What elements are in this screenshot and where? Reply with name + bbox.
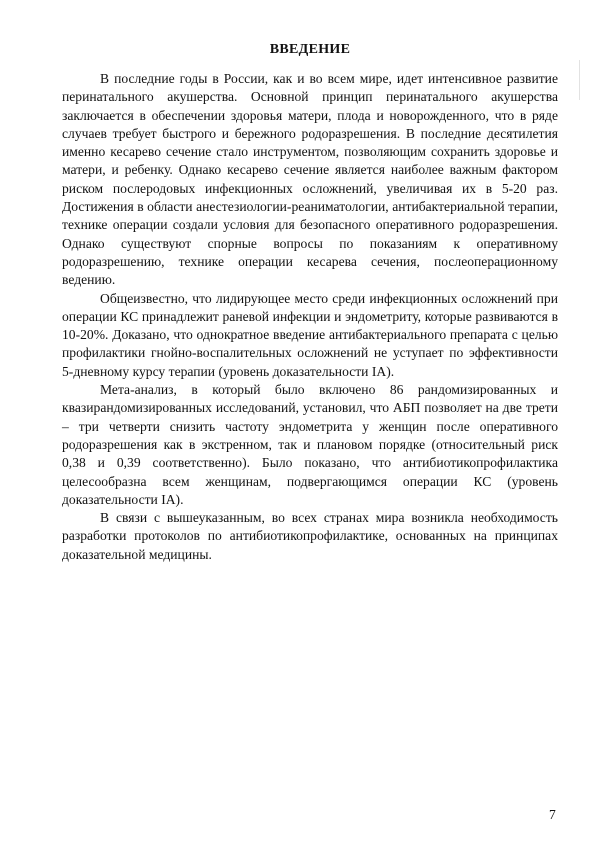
page-title: ВВЕДЕНИЕ xyxy=(269,42,351,57)
paragraph-4: В связи с вышеуказанным, во всех странах мира возникла необходимость разработки протоколов по антибиотикопрофилактике, основанных на принципах доказательной медицины. xyxy=(62,510,558,562)
scan-artifact xyxy=(579,60,580,100)
body-text xyxy=(62,70,558,564)
paragraph-3: Мета-анализ, в который было включено 86 рандомизированных и квазирандомизированных исследований, установил, что АБП позволяет на две трети – три четверти снизить частоту эндометрита у женщин после оперативного родоразрешения как в экстренном, так и плановом порядке (относительный риск 0,38 и 0,39 соответственно). Было показано, что антибиотикопрофилактика целесообразна всем женщинам, подвергающимся операции КС (уровень доказательности IA). xyxy=(62,382,558,507)
page-number: 7 xyxy=(549,807,556,822)
paragraph-1: В последние годы в России, как и во всем мире, идет интенсивное развитие перинатального акушерства. Основной принцип перинатального акушерства заключается в обеспечении здоровья матери, плода и новорожденного, что в ряде случаев требует быстрого и бережного родоразрешения. В последние десятилетия именно кесарево сечение стало инструментом, позволяющим сохранить здоровье и матери, и ребенку. Однако кесарево сечение является наиболее важным фактором риском послеродовых инфекционных осложнений, увеличивая их в 5-20 раз. Достижения в области анестезиологии-реаниматологии, антибактериальной терапии, технике операции создали условия для безопасного оперативного родоразрешения. Однако существуют спорные вопросы по показаниям к оперативному родоразрешению, технике операции кесарева сечения, послеоперационному ведению. xyxy=(62,71,558,288)
paragraph-2: Общеизвестно, что лидирующее место среди инфекционных осложнений при операции КС принадлежит раневой инфекции и эндометриту, которые развиваются в 10-20%. Доказано, что однократное введение антибактериального препарата с целью профилактики гнойно-воспалительных осложнений не уступает по эффективности 5-дневному курсу терапии (уровень доказательности IA). xyxy=(62,290,558,379)
